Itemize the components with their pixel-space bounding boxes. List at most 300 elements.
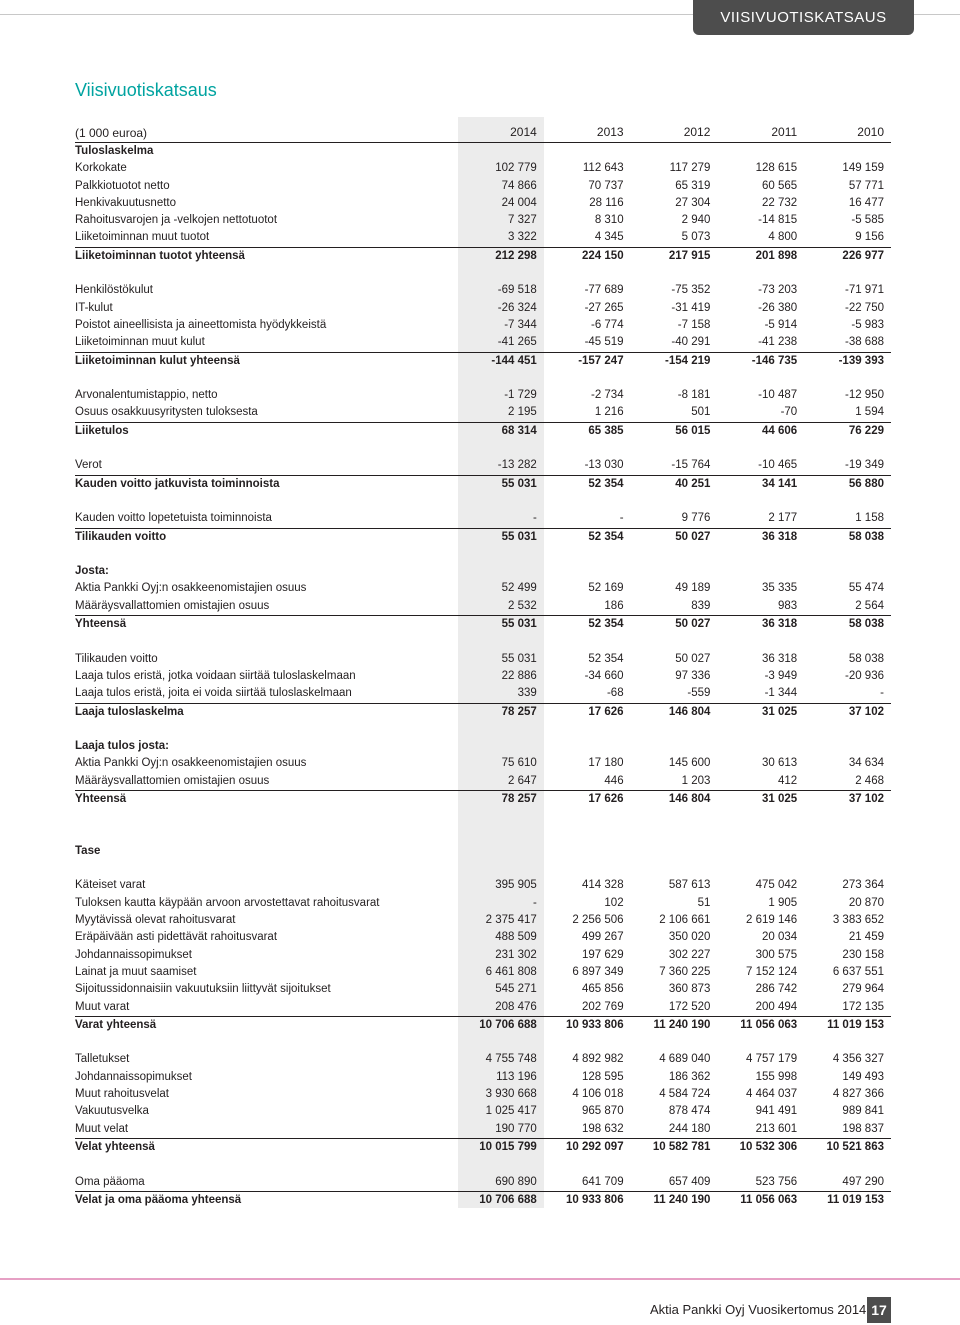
section-heading-row [75, 843, 891, 860]
value-cell: 587 613 [668, 879, 711, 892]
row-label: Laaja tuloslaskelma [75, 705, 184, 718]
value-cell: - [457, 510, 544, 528]
row-label: Vakuutusvelka [75, 1105, 149, 1118]
value-cell: 465 856 [582, 983, 624, 996]
value-cell: 10 532 306 [739, 1140, 798, 1153]
value-cell: 641 709 [544, 1174, 631, 1192]
value-cell: 279 964 [842, 983, 884, 996]
value-cell: 128 615 [755, 162, 798, 175]
spacer-row [75, 1156, 891, 1173]
value-cell: 56 015 [675, 424, 711, 437]
value-cell: 244 180 [631, 1121, 718, 1139]
value-cell: 149 493 [842, 1070, 884, 1083]
value-cell [544, 843, 631, 860]
table-row [75, 651, 891, 668]
value-cell: 57 771 [848, 179, 884, 192]
value-cell: 3 383 652 [832, 914, 884, 927]
value-cell: 30 613 [762, 757, 798, 770]
value-cell: 52 354 [588, 477, 624, 490]
value-cell: -7 344 [504, 318, 537, 331]
table-row [75, 212, 891, 229]
table-row [75, 510, 891, 528]
value-cell: 172 520 [631, 999, 718, 1017]
value-cell: 186 362 [668, 1070, 711, 1083]
value-cell: -22 750 [844, 301, 884, 314]
total-row [75, 422, 891, 440]
value-cell: 2 177 [717, 510, 804, 528]
value-cell: 10 015 799 [479, 1140, 537, 1153]
value-cell: 52 499 [501, 582, 537, 595]
value-cell: 10 521 863 [826, 1140, 884, 1153]
value-cell: 50 027 [675, 652, 711, 665]
value-cell: - [544, 510, 631, 528]
value-cell: 190 770 [457, 1121, 544, 1139]
value-cell: 10 933 806 [566, 1193, 624, 1206]
table-row [75, 1086, 891, 1103]
table-row [75, 317, 891, 334]
value-cell: -68 [544, 685, 631, 703]
value-cell: 50 027 [675, 618, 711, 631]
value-cell: -26 380 [758, 301, 798, 314]
value-cell: 102 779 [495, 162, 537, 175]
value-cell: 201 898 [755, 249, 798, 262]
row-label: Määräysvallattomien omistajien osuus [75, 598, 457, 616]
value-cell: 102 [604, 896, 624, 909]
value-cell: 36 318 [762, 652, 798, 665]
value-cell [457, 563, 544, 580]
value-cell: 1 905 [768, 896, 798, 909]
row-label: Talletukset [75, 1053, 130, 1066]
total-row [75, 528, 891, 546]
value-cell [717, 143, 804, 161]
value-cell: 11 240 190 [653, 1018, 711, 1031]
table-row [75, 999, 891, 1017]
value-cell: -5 983 [851, 318, 884, 331]
value-cell: 17 626 [588, 792, 624, 805]
value-cell: 155 998 [755, 1070, 798, 1083]
value-cell: 31 025 [762, 705, 798, 718]
value-cell: -2 734 [590, 389, 624, 402]
value-cell: 499 267 [582, 931, 624, 944]
table-row [75, 334, 891, 352]
value-cell: 4 755 748 [485, 1053, 537, 1066]
section-heading-row [75, 563, 891, 580]
value-cell: 16 477 [848, 196, 884, 209]
value-cell: 34 141 [762, 477, 798, 490]
value-cell: 31 025 [762, 792, 798, 805]
value-cell [544, 143, 631, 161]
value-cell: 60 565 [762, 179, 798, 192]
value-cell: 4 106 018 [572, 1088, 624, 1101]
value-cell: 3 930 668 [485, 1088, 537, 1101]
spacer-row [75, 721, 891, 738]
value-cell: -6 774 [590, 318, 624, 331]
value-cell: 97 336 [675, 669, 711, 682]
value-cell: 475 042 [755, 879, 798, 892]
value-cell: 339 [457, 685, 544, 703]
value-cell: 128 595 [582, 1070, 624, 1083]
spacer-row [75, 493, 891, 510]
table-row [75, 1069, 891, 1086]
row-label: Muut varat [75, 999, 457, 1017]
table-row [75, 457, 891, 475]
value-cell: 58 038 [848, 618, 884, 631]
value-cell [631, 563, 718, 580]
row-label: Yhteensä [75, 792, 127, 805]
value-cell: 78 257 [501, 705, 537, 718]
value-cell: 74 866 [501, 179, 537, 192]
row-label: Liiketoiminnan muut kulut [75, 334, 457, 352]
year-header: 2011 [717, 124, 804, 143]
table-row [75, 300, 891, 317]
value-cell: 657 409 [631, 1174, 718, 1192]
section-heading: Tase [75, 844, 101, 857]
value-cell: 350 020 [668, 931, 711, 944]
value-cell: 22 732 [762, 196, 798, 209]
value-cell: 1 158 [804, 510, 891, 528]
value-cell: -13 282 [457, 457, 544, 475]
table-row [75, 598, 891, 616]
value-cell: 302 227 [668, 948, 711, 961]
row-label: Osuus osakkuusyritysten tuloksesta [75, 404, 457, 422]
value-cell: 6 637 551 [832, 965, 884, 978]
value-cell [804, 143, 891, 161]
value-cell: 4 892 982 [572, 1053, 624, 1066]
value-cell: 273 364 [842, 879, 884, 892]
value-cell: 11 019 153 [827, 1193, 884, 1206]
value-cell: -5 914 [764, 318, 798, 331]
value-cell: 146 804 [668, 792, 711, 805]
value-cell: -38 688 [804, 334, 891, 352]
value-cell [804, 843, 891, 860]
value-cell: 34 634 [848, 757, 884, 770]
row-label: Velat yhteensä [75, 1140, 155, 1153]
value-cell: 230 158 [842, 948, 884, 961]
row-label: Liiketoiminnan muut tuotot [75, 229, 457, 247]
section-heading: Tuloslaskelma [75, 145, 154, 157]
table-row [75, 282, 891, 299]
value-cell [457, 738, 544, 755]
total-row [75, 247, 891, 265]
row-label: Laaja tulos eristä, joita ei voida siirtää tuloslaskelmaan [75, 685, 457, 703]
value-cell: 55 474 [848, 582, 884, 595]
value-cell: -10 465 [717, 457, 804, 475]
table-row [75, 877, 891, 894]
page-number: 17 [867, 1297, 891, 1323]
value-cell: 52 354 [588, 618, 624, 631]
row-label: Johdannaissopimukset [75, 948, 192, 961]
value-cell: -10 487 [758, 389, 798, 402]
value-cell [717, 563, 804, 580]
value-cell [457, 143, 544, 161]
value-cell: 497 290 [804, 1174, 891, 1192]
value-cell: 20 870 [848, 896, 884, 909]
table-row [75, 929, 891, 946]
value-cell: 55 031 [501, 618, 537, 631]
value-cell: 35 335 [762, 582, 798, 595]
table-row [75, 229, 891, 247]
value-cell: 36 318 [762, 618, 798, 631]
row-label: Liiketoiminnan kulut yhteensä [75, 354, 240, 367]
value-cell: 300 575 [755, 948, 798, 961]
value-cell: 446 [544, 773, 631, 791]
value-cell: 523 756 [717, 1174, 804, 1192]
value-cell: 112 643 [582, 162, 624, 175]
total-row [75, 703, 891, 721]
table-row [75, 1174, 891, 1192]
value-cell: 2 647 [457, 773, 544, 791]
total-row [75, 475, 891, 493]
row-label: Varat yhteensä [75, 1018, 157, 1031]
value-cell: -69 518 [497, 284, 537, 297]
value-cell: 186 [544, 598, 631, 616]
row-label: Palkkiotuotot netto [75, 179, 170, 192]
year-header: 2010 [804, 124, 891, 143]
value-cell: 52 169 [588, 582, 624, 595]
five-year-summary-table [75, 124, 891, 1209]
value-cell: 197 629 [582, 948, 624, 961]
table-row [75, 685, 891, 703]
value-cell: 3 322 [457, 229, 544, 247]
row-label: Muut rahoitusvelat [75, 1088, 169, 1101]
value-cell: 10 706 688 [479, 1018, 537, 1031]
value-cell: 149 159 [842, 162, 884, 175]
value-cell: 198 632 [544, 1121, 631, 1139]
value-cell: 2 564 [804, 598, 891, 616]
row-label: Määräysvallattomien omistajien osuus [75, 773, 457, 791]
value-cell: 2 256 506 [572, 914, 624, 927]
value-cell: -14 815 [758, 214, 798, 227]
value-cell: 286 742 [755, 983, 798, 996]
value-cell: -75 352 [671, 284, 711, 297]
value-cell: 76 229 [848, 424, 884, 437]
value-cell: 117 279 [669, 162, 711, 175]
total-row [75, 1191, 891, 1209]
value-cell: 113 196 [496, 1070, 537, 1083]
value-cell: 65 385 [588, 424, 624, 437]
table-body [75, 143, 891, 1210]
value-cell: 226 977 [842, 249, 884, 262]
value-cell: 50 027 [675, 530, 711, 543]
value-cell: 51 [697, 896, 711, 909]
value-cell: -20 936 [844, 669, 884, 682]
value-cell: -45 519 [544, 334, 631, 352]
row-label: Arvonalentumistappio, netto [75, 389, 218, 402]
value-cell: 200 494 [717, 999, 804, 1017]
value-cell: - [804, 685, 891, 703]
value-cell: 11 056 063 [740, 1018, 798, 1031]
spacer-row [75, 633, 891, 650]
value-cell: 4 689 040 [659, 1053, 711, 1066]
value-cell: 9 776 [631, 510, 718, 528]
table-row [75, 404, 891, 422]
value-cell: 4 356 327 [832, 1053, 884, 1066]
value-cell: 395 905 [495, 879, 537, 892]
value-cell: 1 025 417 [485, 1105, 537, 1118]
row-label: Liiketoiminnan tuotot yhteensä [75, 249, 245, 262]
value-cell [631, 143, 718, 161]
spacer-row [75, 808, 891, 843]
value-cell: -144 451 [491, 354, 537, 367]
row-label: Sijoitussidonnaisiin vakuutuksiin liittyvät sijoitukset [75, 983, 331, 996]
value-cell: -146 735 [751, 354, 798, 367]
value-cell: 75 610 [501, 757, 537, 770]
value-cell: 22 886 [501, 669, 537, 682]
row-label: Myytävissä olevat rahoitusvarat [75, 914, 236, 927]
value-cell: -41 265 [457, 334, 544, 352]
value-cell: 4 345 [544, 229, 631, 247]
value-cell: 4 800 [717, 229, 804, 247]
value-cell: 6 461 808 [485, 965, 537, 978]
row-label: Aktia Pankki Oyj:n osakkeenomistajien osuus [75, 757, 307, 770]
value-cell: 55 031 [501, 652, 537, 665]
value-cell: -559 [631, 685, 718, 703]
value-cell: -12 950 [844, 389, 884, 402]
value-cell: 21 459 [848, 931, 884, 944]
table-row [75, 912, 891, 929]
value-cell: 7 152 124 [746, 965, 798, 978]
value-cell: 360 873 [668, 983, 711, 996]
row-label: Muut velat [75, 1121, 457, 1139]
section-heading-row [75, 738, 891, 755]
value-cell [717, 843, 804, 860]
value-cell: 8 310 [594, 214, 624, 227]
value-cell: -27 265 [584, 301, 624, 314]
spacer-row [75, 546, 891, 563]
value-cell: 983 [717, 598, 804, 616]
value-cell: 58 038 [848, 530, 884, 543]
value-cell: 5 073 [631, 229, 718, 247]
value-cell: 11 240 190 [653, 1193, 711, 1206]
row-label: Kauden voitto jatkuvista toiminnoista [75, 477, 280, 490]
section-heading: Josta: [75, 565, 109, 578]
value-cell: 68 314 [501, 424, 537, 437]
unit-label: (1 000 euroa) [75, 124, 457, 143]
value-cell: -19 349 [804, 457, 891, 475]
value-cell: -31 419 [671, 301, 711, 314]
footer-publication: Aktia Pankki Oyj Vuosikertomus 2014 [650, 1302, 867, 1317]
row-label: Henkivakuutusnetto [75, 196, 177, 209]
row-label: Yhteensä [75, 618, 127, 631]
row-label: Lainat ja muut saamiset [75, 965, 197, 978]
value-cell: 412 [717, 773, 804, 791]
total-row [75, 352, 891, 370]
value-cell: -26 324 [497, 301, 537, 314]
year-header: 2014 [457, 124, 544, 143]
table-row [75, 1051, 891, 1068]
value-cell: 172 135 [804, 999, 891, 1017]
value-cell: 4 757 179 [746, 1053, 798, 1066]
page-title: Viisivuotiskatsaus [75, 80, 217, 100]
value-cell: -7 158 [677, 318, 711, 331]
value-cell: -73 203 [758, 284, 798, 297]
value-cell [631, 843, 718, 860]
value-cell: 212 298 [495, 249, 537, 262]
total-row [75, 616, 891, 634]
table-row [75, 580, 891, 597]
value-cell: 146 804 [668, 705, 711, 718]
value-cell: -41 238 [717, 334, 804, 352]
row-label: Tilikauden voitto [75, 652, 158, 665]
value-cell: -154 219 [664, 354, 711, 367]
value-cell: 989 841 [842, 1105, 884, 1118]
value-cell: 65 319 [675, 179, 711, 192]
value-cell: -5 585 [851, 214, 884, 227]
spacer-row [75, 370, 891, 387]
row-label: Eräpäivään asti pidettävät rahoitusvarat [75, 931, 278, 944]
value-cell: 28 116 [589, 196, 624, 209]
value-cell: 1 203 [631, 773, 718, 791]
value-cell: -13 030 [544, 457, 631, 475]
value-cell: 4 827 366 [832, 1088, 884, 1101]
value-cell: 10 582 781 [652, 1140, 711, 1153]
table-row [75, 160, 891, 177]
value-cell: -70 [717, 404, 804, 422]
value-cell: 20 034 [762, 931, 798, 944]
value-cell: -157 247 [578, 354, 624, 367]
value-cell: 11 019 153 [827, 1018, 884, 1031]
section-heading: Laaja tulos josta: [75, 740, 169, 753]
value-cell: 941 491 [755, 1105, 798, 1118]
row-label: Tilikauden voitto [75, 530, 167, 543]
row-label: Oma pääoma [75, 1174, 457, 1192]
value-cell: -139 393 [838, 354, 884, 367]
value-cell: 1 216 [544, 404, 631, 422]
value-cell: 1 594 [804, 404, 891, 422]
value-cell: 198 837 [804, 1121, 891, 1139]
value-cell: -1 729 [504, 389, 537, 402]
value-cell: 2 532 [457, 598, 544, 616]
table-row [75, 668, 891, 685]
row-label: Tuloksen kautta käypään arvoon arvostettavat rahoitusvarat [75, 896, 380, 909]
value-cell: -77 689 [584, 284, 624, 297]
value-cell: 231 302 [495, 948, 537, 961]
value-cell: 55 031 [501, 530, 537, 543]
total-row [75, 790, 891, 808]
value-cell: 690 890 [457, 1174, 544, 1192]
value-cell: 7 327 [508, 214, 537, 227]
row-label: Verot [75, 457, 457, 475]
value-cell: 37 102 [848, 792, 884, 805]
table-row [75, 387, 891, 404]
value-cell: -3 949 [764, 669, 798, 682]
value-cell: 44 606 [762, 424, 798, 437]
value-cell: 52 354 [588, 652, 624, 665]
year-header: 2013 [544, 124, 631, 143]
row-label: Kauden voitto lopetetuista toiminnoista [75, 510, 457, 528]
value-cell: 217 915 [668, 249, 711, 262]
value-cell: 40 251 [675, 477, 711, 490]
spacer-row [75, 1034, 891, 1051]
spacer-row [75, 440, 891, 457]
table-row [75, 755, 891, 772]
value-cell: -8 181 [677, 389, 711, 402]
value-cell: -40 291 [631, 334, 718, 352]
value-cell: 878 474 [668, 1105, 711, 1118]
row-label: Velat ja oma pääoma yhteensä [75, 1193, 242, 1206]
row-label: IT-kulut [75, 301, 113, 314]
table-row [75, 947, 891, 964]
value-cell: 224 150 [582, 249, 624, 262]
value-cell: 213 601 [717, 1121, 804, 1139]
value-cell: 37 102 [848, 705, 884, 718]
table-row [75, 178, 891, 195]
value-cell: 145 600 [668, 757, 711, 770]
value-cell [717, 738, 804, 755]
value-cell: - [532, 896, 537, 909]
table-row [75, 1121, 891, 1139]
value-cell: -1 344 [717, 685, 804, 703]
